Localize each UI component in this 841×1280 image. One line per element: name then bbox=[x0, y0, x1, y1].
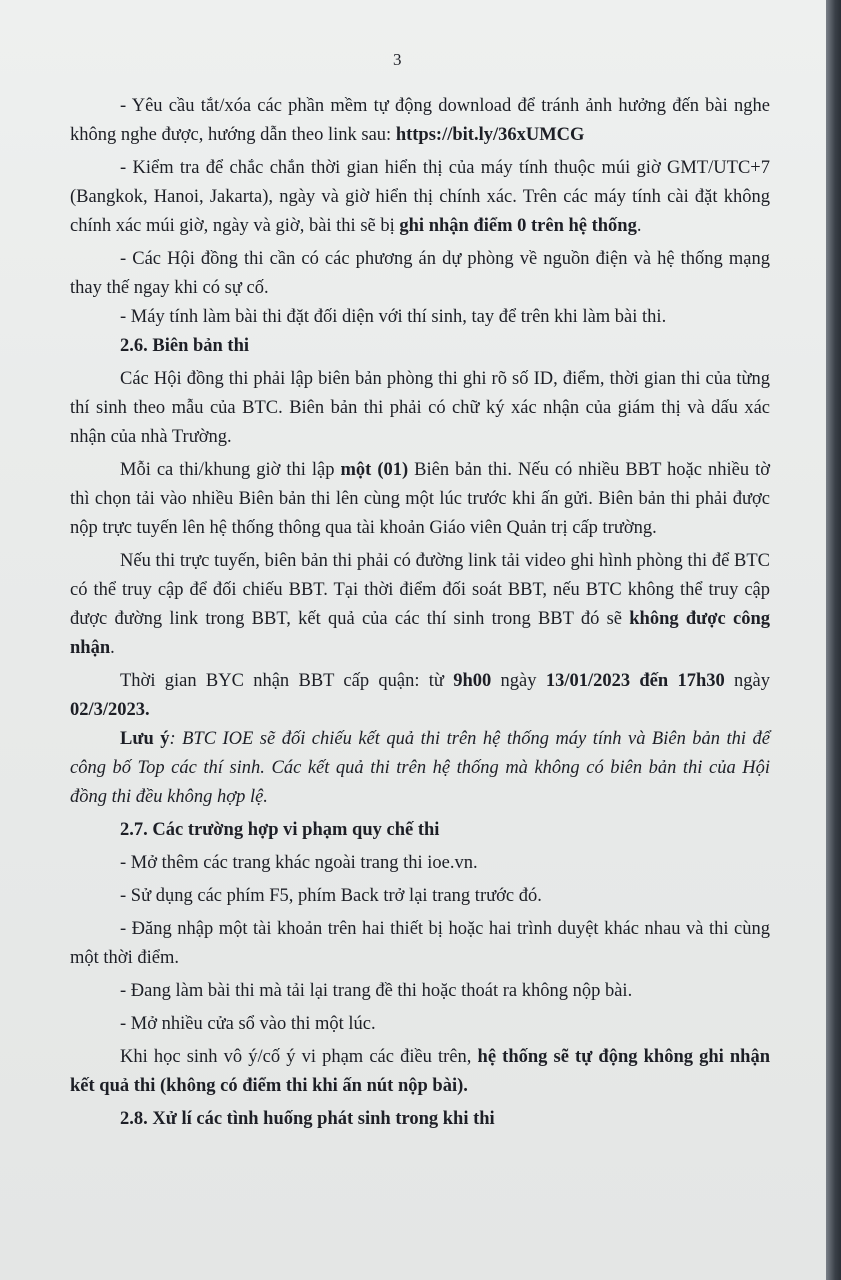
document-body bbox=[70, 92, 770, 1134]
paragraph-one-record: Mỗi ca thi/khung giờ thi lập một (01) Biên bản thi. Nếu có nhiều BBT hoặc nhiều tờ thì chọn tải vào nhiều Biên bản thi lên cùng một lúc trước khi ấn gửi. Biên bản thi phải được nộp trực tuyến lên hệ thống thông qua tài khoản Giáo viên Quản trị cấp trường. bbox=[70, 460, 770, 538]
paragraph-online-video: Nếu thi trực tuyến, biên bản thi phải có đường link tải video ghi hình phòng thi để BTC có thể truy cập để đối chiếu BBT. Tại thời điểm đối soát BBT, nếu BTC không thể truy cập được đường link trong BBT, kết quả của các thí sinh trong BBT đó sẽ không được công nhận. bbox=[70, 551, 770, 658]
violation-item: - Mở thêm các trang khác ngoài trang thi ioe.vn. bbox=[120, 853, 478, 873]
photo-background-edge bbox=[826, 0, 841, 1280]
violation-item: - Đăng nhập một tài khoản trên hai thiết bị hoặc hai trình duyệt khác nhau và thi cùng một thời điểm. bbox=[70, 919, 770, 968]
paragraph-deadline: Thời gian BYC nhận BBT cấp quận: từ 9h00 ngày 13/01/2023 đến 17h30 ngày 02/3/2023. bbox=[70, 671, 770, 720]
paragraph-disable-download: - Yêu cầu tắt/xóa các phần mềm tự động download để tránh ảnh hưởng đến bài nghe không nghe được, hướng dẫn theo link sau: https://bit.ly/36xUMCG bbox=[70, 96, 770, 145]
help-link[interactable]: https://bit.ly/36xUMCG bbox=[395, 125, 585, 145]
section-heading-2-7: 2.7. Các trường hợp vi phạm quy chế thi bbox=[120, 820, 440, 840]
paragraph-note: Lưu ý: BTC IOE sẽ đối chiếu kết quả thi trên hệ thống máy tính và Biên bản thi để công bố Top các thí sinh. Các kết quả thi trên hệ thống mà không có biên bản thi của Hội đồng thi đều không hợp lệ. bbox=[70, 729, 770, 807]
paragraph-backup-power: - Các Hội đồng thi cần có các phương án dự phòng về nguồn điện và hệ thống mạng thay thế ngay khi có sự cố. bbox=[70, 249, 770, 298]
section-heading-2-6: 2.6. Biên bản thi bbox=[120, 336, 250, 356]
paragraph-consequence: Khi học sinh vô ý/cố ý vi phạm các điều trên, hệ thống sẽ tự động không ghi nhận kết quả thi (không có điểm thi khi ấn nút nộp bài). bbox=[70, 1047, 771, 1096]
paragraph-computer-placement: - Máy tính làm bài thi đặt đối diện với thí sinh, tay để trên khi làm bài thi. bbox=[120, 307, 667, 327]
violation-item: - Mở nhiều cửa sổ vào thi một lúc. bbox=[120, 1014, 376, 1034]
section-heading-2-8: 2.8. Xử lí các tình huống phát sinh trong khi thi bbox=[120, 1109, 495, 1129]
page-number: 3 bbox=[393, 50, 402, 69]
paragraph-check-timezone: - Kiểm tra để chắc chắn thời gian hiển thị của máy tính thuộc múi giờ GMT/UTC+7 (Bangkok, Hanoi, Jakarta), ngày và giờ hiển thị chính xác. Trên các máy tính cài đặt không chính xác múi giờ, ngày và giờ, bài thi sẽ bị ghi nhận điểm 0 trên hệ thống. bbox=[70, 158, 770, 236]
paragraph-exam-record: Các Hội đồng thi phải lập biên bản phòng thi ghi rõ số ID, điểm, thời gian thi của từng thí sinh theo mẫu của BTC. Biên bản thi phải có chữ ký xác nhận của giám thị và dấu xác nhận của nhà Trường. bbox=[70, 369, 770, 447]
violation-item: - Sử dụng các phím F5, phím Back trở lại trang trước đó. bbox=[120, 886, 542, 906]
violation-item: - Đang làm bài thi mà tải lại trang đề thi hoặc thoát ra không nộp bài. bbox=[120, 981, 633, 1001]
